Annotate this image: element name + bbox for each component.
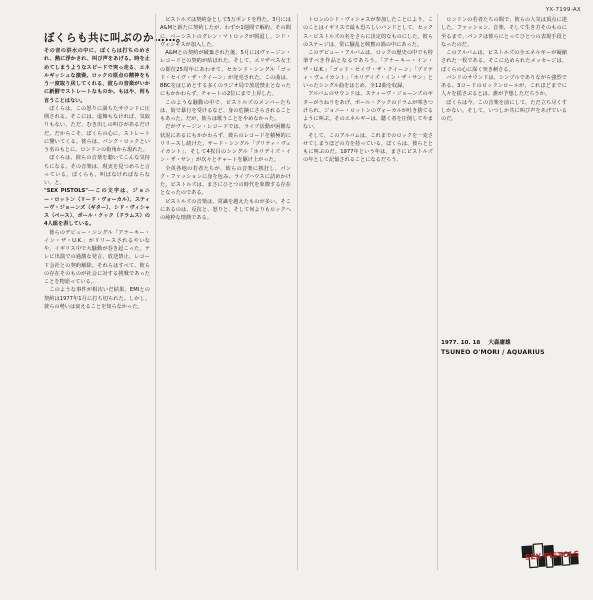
paragraph: ぼくらは、この怒りに満ちたサウンドに圧倒される。そこには、虚飾もなければ、気取りもない。ただ、むき出しの叫びがあるだけだ。だからこそ、ぼくらの心に、ストレートに響いてくる。彼らは、パンク・ロックという名のもとに、ロンドンの街角から現れた。 [44,105,150,153]
signature-date: 1977. 10. 18 [441,340,481,346]
signature-author: 大森庸雄 [488,340,511,346]
sex-pistols-logo [519,538,585,570]
signature-block [441,339,545,357]
column-divider [297,14,298,570]
catalog-number: YX-7199-AX [545,7,581,13]
paragraph: このデビュー・アルバムは、ロックの歴史の中でも特筆すべき作品となるであろう。「アナーキー・イン・ザ・U.K.」「ゴッド・セイヴ・ザ・クイーン」「プリティ・ヴェイカント」「ホリデイズ・イン・ザ・サン」といったシングル曲をはじめ、全12曲を収録。 [303,50,433,89]
headline: ぼくらも共に叫ぶのか……。 [44,32,187,44]
paragraph: ぼくらは今、この音楽を前にして、ただ立ち尽くすしかない。そして、いつしか共に叫び声をあげているのだ。 [441,99,567,122]
text-column-1 [44,47,150,567]
paragraph: バンドのサウンドは、シンプルでありながら強烈である。3コードのロックンロールが、これほどまでに人々を揺さぶるとは、誰が予想しただろうか。 [441,74,567,98]
text-column-3 [303,16,433,566]
paragraph: このアルバムは、ピストルズの全エネルギーが凝縮された一枚である。そこに込められたメッセージは、ぼくらの心に深く突き刺さる。 [441,50,567,73]
paragraph: 全英各地の若者たちが、彼らの音楽に熱狂し、パンク・ファッションに身を包み、ライブハウスに詰めかけた。ピストルズは、まさにひとつの時代を象徴する存在となったのである。 [160,165,291,197]
paragraph: このような事件が相次いだ結果、EMIとの契約は1977年1月に打ち切られた。しかし、彼らの勢いは衰えることを知らなかった。 [44,287,150,310]
paragraph: ロンドンの若者たちの間で、彼らの人気は頂点に達した。ファッション、音楽、そして生き方そのものに至るまで、パンクは彼らにとってひとつの表現手段となったのだ。 [441,17,567,48]
paragraph: A&Mとの契約が破棄された後、5月にはヴァージン・レコードとの契約が結ばれた。そして、エリザベス女王の即位25周年にあわせて、セカンド・シングル「ゴッド・セイヴ・ザ・クイーン」が発売された。この曲は、BBCをはじめとする多くのラジオ局で放送禁止となったにもかかわらず、チャートの2位にまで上昇した。 [160,50,291,98]
paragraph: アルバムのサウンドは、スティーヴ・ジョーンズのギターがうねりをあげ、ポール・クックのドラムが叩きつけられ、ジョニー・ロットンのヴォーカルが吐き捨てるように叫ぶ。そのエネルギーは、聴く者を圧倒してやまない。 [303,91,433,131]
paragraph: 彼らのデビュー・シングル「アナーキー・イン・ザ・U.K.」がリリースされるやいなや、イギリス中で大騒動が巻き起こった。テレビ出演での過激な発言、放送禁止、レコード会社との契約解除。それらはすべて、彼らの存在そのものが社会に対する挑戦であったことを物語っている。 [44,229,150,285]
signature-credit: TSUNEO O'MORI / AQUARIUS [441,349,545,356]
paragraph: このような騒動の中で、ピストルズのメンバーたちは、街で暴行を受けるなど、身の危険にさらされることもあった。だが、彼らは歌うことをやめなかった。 [160,99,291,122]
text-column-2 [160,16,291,566]
text-column-4 [441,16,567,566]
paragraph: "SEX PISTOLS"──この文字は、ジョニー・ロットン（リード・ヴォーカル）、スティーヴ・ジョーンズ（ギター）、シド・ヴィシャス（ベース）、ポール・クック（ドラムス）の4人組を表している。 [44,188,150,228]
paragraph: ピストルズの音楽は、常識を越えたものが多い。そこにあるのは、反抗と、怒りと、そして何よりもロックへの純粋な情熱である。 [160,198,291,221]
paragraph: そして、このアルバムは、これまでのロックを一変させてしまうほどの力を持っている。ぼくらは、彼らとともに叫ぶのだ。1977年という年は、まさにピストルズの年として記憶されることになるだろう。 [303,132,433,164]
logo-wordmark: SEX PISTOLS [524,549,580,562]
paragraph: だがヴァージン・レコードでは、ライブ活動が困難な状況にあるにもかかわらず、彼らのレコードを積極的にリリースし続けた。サード・シングル「プリティ・ヴェイカント」、そして4枚目のシングル「ホリデイズ・イン・ザ・サン」が次々とチャートを駆け上がった。 [160,124,291,164]
paragraph: ぼくらは、彼らの音楽を聴いてこんな気持ちになる。その音楽は、現実を見つめろと言っている。ぼくらも、叫ばなければならない、と。 [44,155,150,186]
paragraph: ピストルズは契約金として5万ポンドを得た。3月にはA&Mと新たに契約したが、わずか1週間で解約。その間に、ベーシストのグレン・マトロックが脱退し、シド・ヴィシャスが加入した。 [160,17,291,48]
column-divider [437,14,438,570]
paragraph: トロンのシド・ヴィシャスが参加したことにより、このことはイギリスで最も恐ろしいバンドとして、セックス・ピストルズの名をさらに決定的なものにした。彼らのステージは、常に騒乱と興奮の渦の中にあった。 [303,17,433,48]
column-divider [155,14,156,570]
paragraph: その音の洪水の中に、ぼくらは打ちのめされ、熱に浮かされ、叫び声をあげる。時を止めてしまうようなスピードで突っ走る、エネルギッシュな演奏。ロックの原点の精神をもう一度取り戻してくれる、彼らの音楽がいかに新鮮でストレートなものか。もはや、何も言うことはない。 [44,48,150,104]
